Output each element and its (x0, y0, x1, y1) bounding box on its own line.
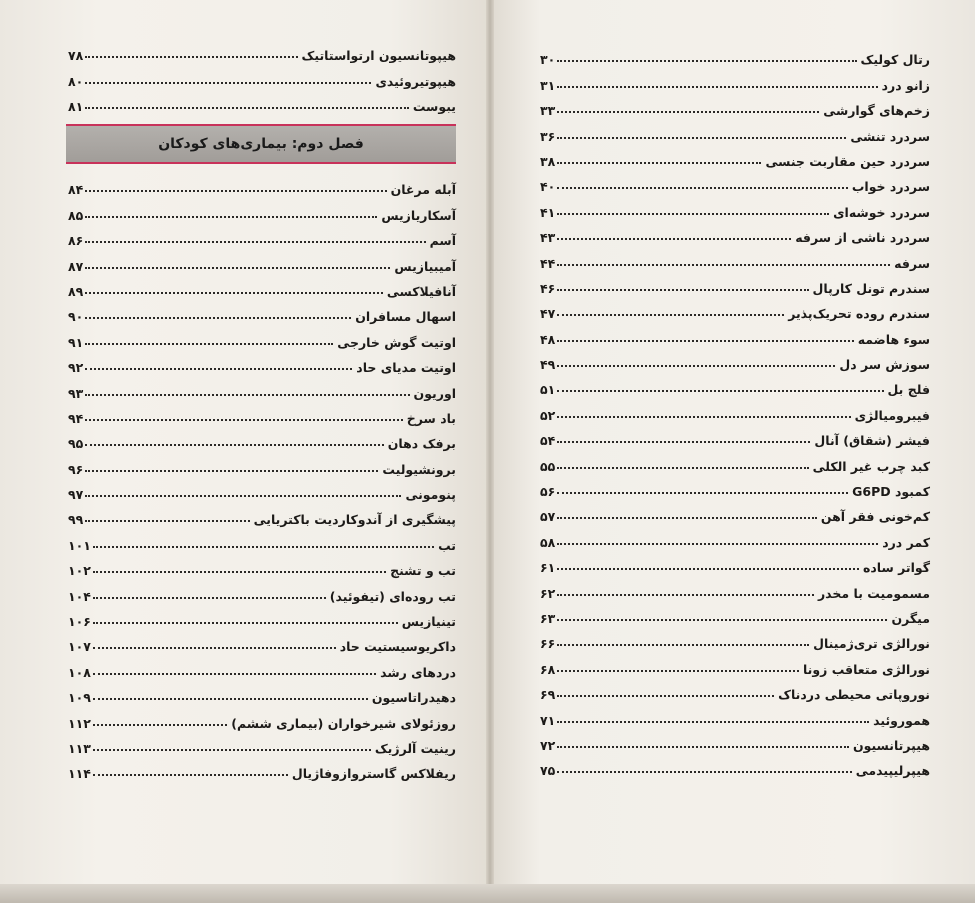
toc-entry (540, 499, 930, 524)
dot-leader (557, 593, 814, 596)
toc-entry-page-number: ۱۰۴ (68, 588, 91, 604)
toc-entry-title: نورالژی متعاقب زونا (802, 661, 930, 677)
toc-entry-page-number: ۶۱ (540, 560, 556, 576)
toc-entry-page-number: ۸۹ (68, 283, 84, 299)
dot-leader (557, 237, 791, 240)
dot-leader (557, 415, 850, 418)
toc-entry (68, 274, 456, 299)
dot-leader (557, 364, 835, 367)
toc-entry (68, 680, 456, 705)
dot-leader (557, 669, 799, 672)
toc-entry (540, 423, 930, 448)
toc-entry-page-number: ۱۰۹ (68, 690, 91, 706)
toc-entry (540, 575, 930, 600)
toc-entry-title: آمیبیازیس (394, 258, 456, 274)
toc-entry-title: هیپرتانسیون (852, 737, 930, 753)
toc-entry-title: زخم‌های گوارشی (823, 103, 930, 119)
dot-leader (557, 110, 819, 113)
dot-leader (557, 567, 859, 570)
toc-entry-page-number: ۹۷ (68, 487, 84, 503)
toc-entry (68, 223, 456, 248)
toc-entry-page-number: ۹۶ (68, 461, 84, 477)
dot-leader (93, 697, 368, 700)
toc-entry-page-number: ۴۴ (540, 255, 556, 271)
toc-entry-page-number: ۵۱ (540, 382, 556, 398)
toc-entry (540, 448, 930, 473)
toc-entry (68, 38, 456, 63)
left-top-toc (68, 38, 456, 114)
dot-leader (85, 418, 403, 421)
dot-leader (557, 85, 877, 88)
toc-entry-page-number: ۳۶ (540, 128, 556, 144)
dot-leader (85, 494, 401, 497)
toc-entry-title: سردرد خواب (851, 179, 930, 195)
dot-leader (557, 313, 784, 316)
dot-leader (85, 106, 409, 109)
dot-leader (557, 186, 848, 189)
toc-entry-title: تب (438, 537, 456, 553)
dot-leader (557, 59, 856, 62)
dot-leader (85, 316, 351, 319)
toc-entry-title: فیشر (شقاق) آنال (814, 433, 930, 449)
toc-entry-page-number: ۱۱۳ (68, 740, 91, 756)
dot-leader (557, 770, 851, 773)
toc-entry-page-number: ۴۸ (540, 331, 556, 347)
toc-entry-page-number: ۱۰۱ (68, 537, 91, 553)
toc-entry (68, 756, 456, 781)
toc-entry (68, 63, 456, 88)
toc-entry-page-number: ۳۸ (540, 153, 556, 169)
toc-entry (540, 271, 930, 296)
toc-entry-page-number: ۵۸ (540, 534, 556, 550)
toc-entry (540, 601, 930, 626)
toc-entry-title: اسهال مسافران (355, 309, 456, 325)
toc-entry-title: گواتر ساده (863, 560, 930, 576)
toc-entry-title: یبوست (412, 99, 456, 115)
dot-leader (557, 643, 809, 646)
toc-entry (68, 477, 456, 502)
toc-entry-title: اوتیت مدیای حاد (356, 360, 456, 376)
toc-entry-title: آنافیلاکسی (386, 283, 456, 299)
dot-leader (93, 723, 227, 726)
toc-entry-title: سندرم روده تحریک‌پذیر (788, 306, 930, 322)
toc-entry (68, 705, 456, 730)
dot-leader (557, 491, 848, 494)
toc-entry (540, 753, 930, 778)
toc-entry-title: تینیازیس (401, 614, 456, 630)
toc-entry-title: تب روده‌ای (تیفوئید) (329, 588, 456, 604)
toc-entry (68, 553, 456, 578)
toc-entry-title: آبله مرغان (390, 182, 456, 198)
toc-entry-page-number: ۸۱ (68, 99, 84, 115)
toc-entry-title: آسکاریازیس (381, 207, 456, 223)
right-toc (540, 42, 930, 778)
toc-entry-page-number: ۵۲ (540, 407, 556, 423)
toc-entry (540, 677, 930, 702)
toc-entry-page-number: ۹۵ (68, 436, 84, 452)
toc-entry-page-number: ۵۵ (540, 458, 556, 474)
toc-entry-title: هموروئید (873, 712, 930, 728)
toc-entry (540, 397, 930, 422)
toc-entry-title: نورالژی تری‌ژمینال (813, 636, 930, 652)
dot-leader (557, 466, 808, 469)
dot-leader (85, 342, 333, 345)
toc-entry-title: سردرد خوشه‌ای (833, 204, 930, 220)
dot-leader (93, 570, 386, 573)
toc-entry-title: داکریوسیستیت حاد (339, 639, 456, 655)
dot-leader (93, 646, 336, 649)
toc-entry-page-number: ۸۶ (68, 233, 84, 249)
dot-leader (557, 288, 808, 291)
toc-entry-page-number: ۹۴ (68, 410, 84, 426)
toc-entry-page-number: ۱۰۸ (68, 664, 91, 680)
toc-entry (540, 702, 930, 727)
toc-entry (540, 194, 930, 219)
dot-leader (557, 542, 878, 545)
dot-leader (85, 443, 383, 446)
toc-entry-title: هیپوتانسیون ارتواستاتیک (301, 48, 456, 64)
toc-entry-title: برونشیولیت (382, 461, 456, 477)
toc-entry-title: کم‌خونی فقر آهن (820, 509, 930, 525)
dot-leader (557, 720, 869, 723)
toc-entry (68, 527, 456, 552)
toc-entry-title: دهیدراتاسیون (371, 690, 456, 706)
toc-entry-title: آسم (429, 233, 456, 249)
dot-leader (93, 545, 434, 548)
toc-entry-page-number: ۵۴ (540, 433, 556, 449)
toc-entry (68, 375, 456, 400)
toc-entry-title: فلج بل (887, 382, 930, 398)
toc-entry-title: سردرد حین مقاربت جنسی (765, 153, 930, 169)
dot-leader (557, 263, 890, 266)
toc-entry-page-number: ۱۰۶ (68, 614, 91, 630)
dot-leader (85, 367, 352, 370)
toc-entry (540, 67, 930, 92)
toc-entry-page-number: ۷۸ (68, 48, 84, 64)
toc-entry-page-number: ۴۶ (540, 280, 556, 296)
toc-entry-title: سرفه (894, 255, 930, 271)
toc-entry-page-number: ۶۳ (540, 610, 556, 626)
toc-entry-page-number: ۹۲ (68, 360, 84, 376)
toc-entry-title: برفک دهان (387, 436, 456, 452)
toc-entry (68, 629, 456, 654)
toc-entry-page-number: ۷۵ (540, 763, 556, 779)
toc-entry-title: هیپوتیروئیدی (375, 73, 456, 89)
toc-entry-title: فیبرومیالژی (854, 407, 930, 423)
toc-entry-page-number: ۳۰ (540, 52, 556, 68)
dot-leader (557, 161, 761, 164)
dot-leader (93, 672, 376, 675)
left-main-toc (68, 172, 456, 781)
toc-entry-title: میگرن (891, 610, 930, 626)
toc-entry (68, 426, 456, 451)
toc-entry (68, 654, 456, 679)
chapter-heading: فصل دوم: بیماری‌های کودکان (66, 124, 456, 164)
toc-entry-title: تب و تشنج (390, 563, 456, 579)
toc-entry-title: سردرد تنشی (850, 128, 930, 144)
toc-entry (540, 651, 930, 676)
dot-leader (557, 136, 846, 139)
toc-entry-page-number: ۵۷ (540, 509, 556, 525)
toc-entry-title: اوریون (413, 385, 456, 401)
toc-entry (68, 604, 456, 629)
page-bottom-edge (0, 884, 975, 903)
toc-entry-title: رینیت آلرژیک (374, 740, 456, 756)
toc-entry (540, 42, 930, 67)
toc-entry-page-number: ۶۸ (540, 661, 556, 677)
dot-leader (557, 212, 829, 215)
dot-leader (93, 621, 398, 624)
toc-entry-page-number: ۵۶ (540, 484, 556, 500)
toc-entry-page-number: ۴۳ (540, 230, 556, 246)
toc-entry-title: سوزش سر دل (839, 357, 930, 373)
toc-entry-title: اوتیت گوش خارجی (337, 334, 456, 350)
toc-entry (68, 731, 456, 756)
toc-entry-title: کمبود G6PD (852, 484, 930, 500)
toc-entry-title: روزئولای شیرخواران (بیماری ششم) (231, 715, 456, 731)
dot-leader (85, 393, 409, 396)
toc-entry (68, 502, 456, 527)
dot-leader (85, 189, 386, 192)
toc-entry-title: کبد چرب غیر الکلی (812, 458, 930, 474)
toc-entry-page-number: ۱۰۷ (68, 639, 91, 655)
toc-entry-page-number: ۴۱ (540, 204, 556, 220)
dot-leader (557, 516, 817, 519)
toc-entry (540, 728, 930, 753)
toc-entry (540, 474, 930, 499)
toc-entry-title: سندرم تونل کارپال (812, 280, 930, 296)
toc-entry-page-number: ۷۲ (540, 737, 556, 753)
toc-entry-page-number: ۷۱ (540, 712, 556, 728)
toc-entry (68, 324, 456, 349)
dot-leader (93, 596, 326, 599)
dot-leader (85, 215, 377, 218)
toc-entry-title: سوء هاضمه (857, 331, 930, 347)
dot-leader (557, 440, 810, 443)
toc-entry-page-number: ۶۹ (540, 687, 556, 703)
toc-entry-title: زانو درد (881, 77, 930, 93)
toc-entry (540, 372, 930, 397)
toc-entry (540, 220, 930, 245)
toc-entry-title: دردهای رشد (380, 664, 456, 680)
toc-entry-title: ریفلاکس گاستروازوفاژیال (291, 766, 456, 782)
toc-entry (540, 524, 930, 549)
toc-entry (68, 299, 456, 324)
toc-entry-page-number: ۸۴ (68, 182, 84, 198)
toc-entry-page-number: ۶۲ (540, 585, 556, 601)
toc-entry-title: پیشگیری از آندوکاردیت باکتریایی (253, 512, 456, 528)
toc-entry (540, 626, 930, 651)
toc-entry-page-number: ۸۷ (68, 258, 84, 274)
toc-entry (68, 248, 456, 273)
toc-entry-page-number: ۴۰ (540, 179, 556, 195)
toc-entry-page-number: ۴۷ (540, 306, 556, 322)
toc-entry (68, 578, 456, 603)
toc-entry (540, 245, 930, 270)
dot-leader (85, 291, 383, 294)
dot-leader (85, 469, 378, 472)
dot-leader (557, 618, 887, 621)
toc-entry-page-number: ۹۳ (68, 385, 84, 401)
toc-entry-title: رتال کولیک (860, 52, 930, 68)
toc-entry (68, 172, 456, 197)
toc-entry-page-number: ۱۱۴ (68, 766, 91, 782)
toc-entry (68, 350, 456, 375)
toc-entry (540, 169, 930, 194)
toc-entry (540, 321, 930, 346)
toc-entry-page-number: ۱۰۲ (68, 563, 91, 579)
dot-leader (557, 694, 774, 697)
toc-entry (540, 296, 930, 321)
toc-entry (68, 89, 456, 114)
toc-entry (68, 197, 456, 222)
dot-leader (557, 745, 849, 748)
toc-entry-title: نوروپاتی محیطی دردناک (778, 687, 930, 703)
toc-entry (540, 118, 930, 143)
toc-entry-title: کمر درد (882, 534, 930, 550)
toc-entry-title: باد سرخ (406, 410, 456, 426)
toc-entry (540, 93, 930, 118)
toc-entry-page-number: ۳۱ (540, 77, 556, 93)
toc-entry-page-number: ۳۳ (540, 103, 556, 119)
toc-entry-page-number: ۹۱ (68, 334, 84, 350)
dot-leader (85, 81, 371, 84)
toc-entry-page-number: ۱۱۲ (68, 715, 91, 731)
dot-leader (85, 266, 390, 269)
toc-entry-page-number: ۶۶ (540, 636, 556, 652)
toc-entry-title: پنومونی (405, 487, 456, 503)
toc-entry (540, 550, 930, 575)
dot-leader (557, 339, 853, 342)
toc-entry-title: سردرد ناشی از سرفه (795, 230, 930, 246)
toc-entry-title: مسمومیت با مخدر (817, 585, 930, 601)
dot-leader (93, 748, 371, 751)
book-gutter (486, 0, 494, 903)
dot-leader (557, 389, 883, 392)
toc-entry-page-number: ۸۵ (68, 207, 84, 223)
toc-entry-page-number: ۹۰ (68, 309, 84, 325)
toc-entry (540, 144, 930, 169)
toc-entry (68, 401, 456, 426)
dot-leader (85, 519, 249, 522)
toc-entry (68, 451, 456, 476)
toc-entry-page-number: ۴۹ (540, 357, 556, 373)
toc-entry (540, 347, 930, 372)
toc-entry-title: هیپرلیپیدمی (855, 763, 930, 779)
dot-leader (93, 773, 288, 776)
dot-leader (85, 240, 425, 243)
toc-entry-page-number: ۸۰ (68, 73, 84, 89)
toc-entry-page-number: ۹۹ (68, 512, 84, 528)
dot-leader (85, 55, 297, 58)
